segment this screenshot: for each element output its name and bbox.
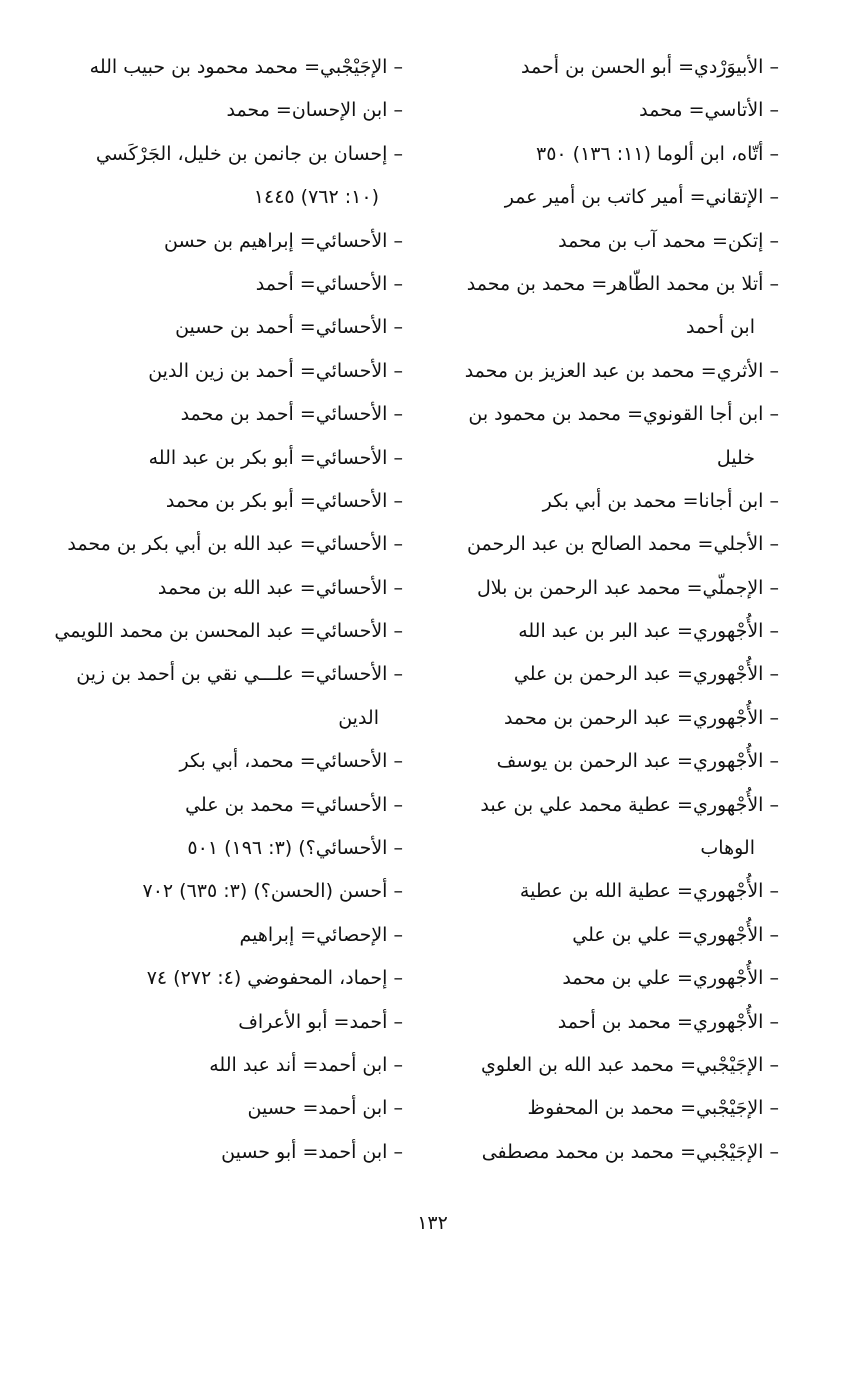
index-entry: – الأُجْهوري= علي بن محمد (562, 967, 779, 990)
index-entry: – الأحسائي= محمد، أبي بكر (179, 750, 403, 773)
index-entry: – الإجملّي= محمد عبد الرحمن بن بلال (477, 576, 779, 599)
index-entry: – الأُجْهوري= علي بن علي (572, 923, 779, 946)
page-number: ١٣٢ (417, 1212, 448, 1234)
index-entry: – الأُجْهوري= محمد بن أحمد (557, 1010, 779, 1033)
index-entry: – الأحسائي= أبو بكر بن محمد (165, 489, 403, 512)
index-entry: – الإجَيْجْبي= محمد محمود بن حبيب الله (89, 56, 403, 78)
index-entry: – الأُجْهوري= عبد الرحمن بن يوسف (496, 750, 779, 773)
index-entry: – ابن أجا القونوي= محمد بن محمود بن (468, 403, 779, 426)
index-entry: – الأحسائي= أحمد بن محمد (180, 403, 403, 426)
index-entry: – الأحسائي= إبراهيم بن حسن (164, 229, 403, 252)
index-entry: – ابن أحمد= أبو حسين (221, 1140, 403, 1163)
index-entry: – الأُجْهوري= عطية الله بن عطية (519, 880, 779, 903)
index-entry: – إحسان بن جانمن بن خليل، الجَرْكَسي (95, 142, 403, 165)
index-entry: – إحماد، المحفوضي (٤: ٢٧٢) ٧٤ (146, 967, 403, 990)
index-entry: – الأحسائي= أحمد بن حسين (175, 316, 403, 339)
index-column-left (53, 46, 403, 1174)
index-entry: – الأجلي= محمد الصالح بن عبد الرحمن (467, 533, 779, 556)
index-entry: – أحسن (الحسن؟) (٣: ٦٣٥) ٧٠٢ (142, 880, 403, 903)
index-entry: – الأُجْهوري= عبد الرحمن بن محمد (503, 706, 779, 729)
index-entry: – ابن الإحسان= محمد (226, 99, 403, 122)
index-entry: – ابن أجانا= محمد بن أبي بكر (542, 489, 779, 512)
index-entry: – الأتاسي= محمد (639, 99, 779, 122)
index-entry: – الإجَيْجْبي= محمد عبد الله بن العلوي (480, 1053, 779, 1076)
index-entry: خليل (716, 446, 755, 469)
index-column-right (434, 46, 779, 1174)
index-entry: – الإحصائي= إبراهيم (239, 923, 403, 946)
index-entry: – الأحسائي= علـــي نقي بن أحمد بن زين (76, 663, 403, 686)
index-entry: – أحمد= أبو الأعراف (238, 1010, 403, 1033)
index-entry: – ابن أحمد= أند عبد الله (209, 1053, 403, 1076)
index-entry: – الأحسائي؟) (٣: ١٩٦) ٥٠١ (187, 837, 403, 860)
index-entry: – الأحسائي= عبد المحسن بن محمد اللويمي (54, 620, 403, 643)
index-entry: – الأحسائي= عبد الله بن أبي بكر بن محمد (67, 533, 403, 556)
index-entry: – الأحسائي= عبد الله بن محمد (157, 576, 403, 599)
index-entry: – الأُجْهوري= عبد الرحمن بن علي (513, 663, 779, 686)
index-entry: ابن أحمد (685, 316, 755, 339)
index-entry: – الأحسائي= أحمد (255, 272, 403, 295)
index-entry: – ابن أحمد= حسين (247, 1097, 403, 1120)
index-entry: – الإجَيْجْبي= محمد بن المحفوظ (527, 1097, 779, 1120)
index-entry: الدين (338, 706, 379, 729)
index-entry: – الأحسائي= أحمد بن زين الدين (148, 359, 403, 382)
index-entry: – الأحسائي= محمد بن علي (185, 793, 403, 816)
index-entry: – الإجَيْجْبي= محمد بن محمد مصطفى (481, 1140, 779, 1163)
index-entry: – أتلا بن محمد الطّاهر= محمد بن محمد (466, 272, 779, 295)
index-entry: – إتكن= محمد آب بن محمد (558, 229, 779, 252)
index-entry: – الأُجْهوري= عبد البر بن عبد الله (518, 620, 779, 643)
index-entry: (١٠: ٧٦٢) ١٤٤٥ (253, 186, 379, 209)
index-entry: – أتّاه، ابن ألوما (١١: ١٣٦) ٣٥٠ (536, 142, 779, 165)
index-entry: الوهاب (700, 837, 755, 860)
index-entry: – الإتقاني= أمير كاتب بن أمير عمر (504, 186, 779, 209)
index-entry: – الأُجْهوري= عطية محمد علي بن عبد (480, 793, 779, 816)
index-entry: – الأبيوَرْدي= أبو الحسن بن أحمد (521, 56, 779, 78)
index-entry: – الأثري= محمد بن عبد العزيز بن محمد (464, 359, 779, 382)
index-entry: – الأحسائي= أبو بكر بن عبد الله (148, 446, 403, 469)
